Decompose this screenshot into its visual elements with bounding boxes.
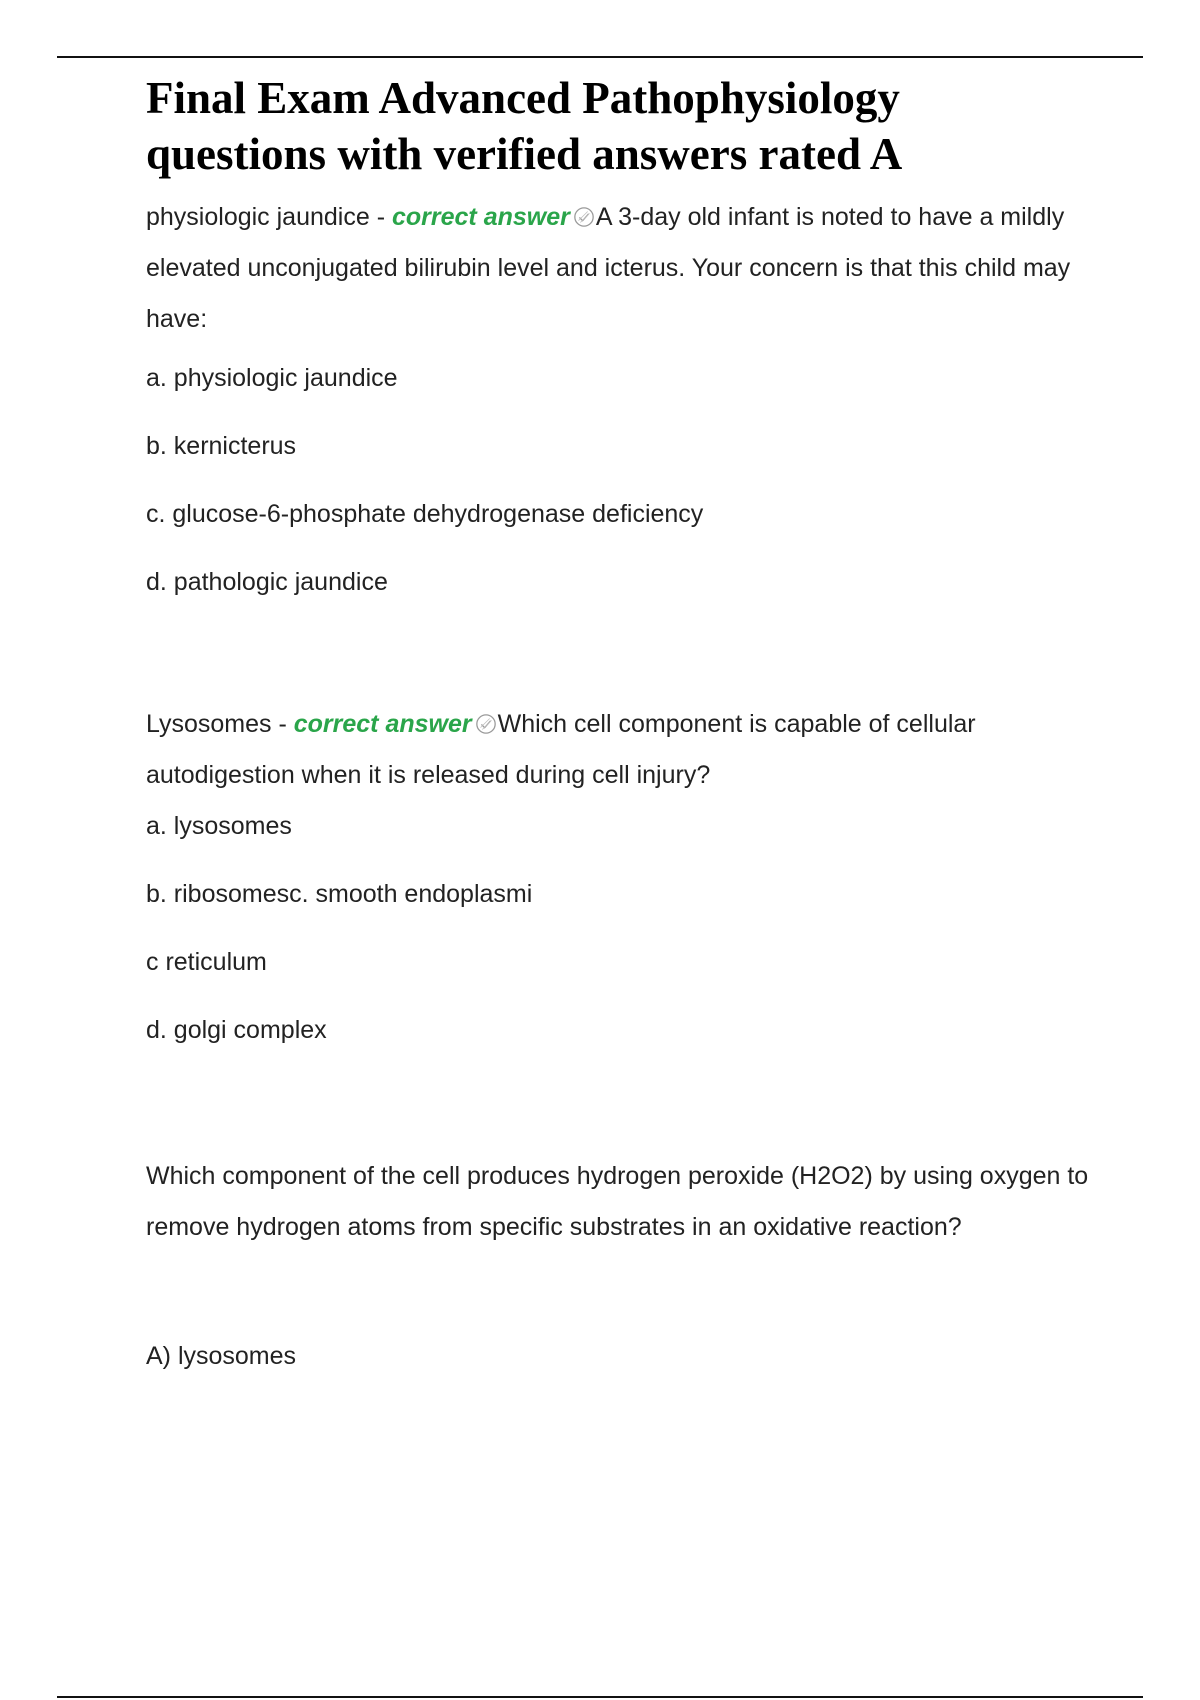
question-1 — [146, 192, 1106, 599]
option: a. physiologic jaundice — [146, 364, 398, 392]
title-line-1: Final Exam Advanced Pathophysiology — [146, 73, 900, 123]
option: a. lysosomes — [146, 812, 292, 840]
top-rule — [57, 56, 1143, 58]
option: b. ribosomesc. smooth endoplasmi — [146, 880, 533, 908]
document-page — [146, 70, 1106, 1373]
correct-answer-label: correct answer — [293, 710, 472, 738]
option: c reticulum — [146, 948, 267, 976]
document-title — [146, 70, 1106, 182]
question-text: Which cell component is capable of cellular autodigestion when it is released during cell injury? — [146, 710, 976, 789]
option: c. glucose-6-phosphate dehydrogenase deficiency — [146, 500, 704, 528]
option: b. kernicterus — [146, 432, 297, 460]
bottom-rule — [57, 1696, 1143, 1698]
check-circle-icon — [475, 713, 497, 735]
separator: - — [271, 710, 294, 738]
option: A) lysosomes — [146, 1342, 297, 1370]
option: d. pathologic jaundice — [146, 568, 388, 596]
check-circle-icon — [573, 206, 595, 228]
answer-text: Lysosomes — [146, 710, 272, 738]
title-line-2: questions with verified answers rated A — [146, 129, 903, 179]
option: d. golgi complex — [146, 1016, 327, 1044]
question-2 — [146, 699, 1106, 1047]
question-text: A 3-day old infant is noted to have a mildly elevated unconjugated bilirubin level and icterus. Your concern is that this child may have: — [146, 203, 1071, 333]
answer-text: physiologic jaundice — [146, 203, 370, 231]
question-3 — [146, 1151, 1106, 1373]
question-stem — [146, 699, 1106, 801]
question-stem — [146, 192, 1106, 345]
correct-answer-label: correct answer — [391, 203, 570, 231]
separator: - — [369, 203, 392, 231]
question-stem: Which component of the cell produces hydrogen peroxide (H2O2) by using oxygen to remove hydrogen atoms from specific substrates in an oxidative reaction? — [146, 1162, 1089, 1241]
